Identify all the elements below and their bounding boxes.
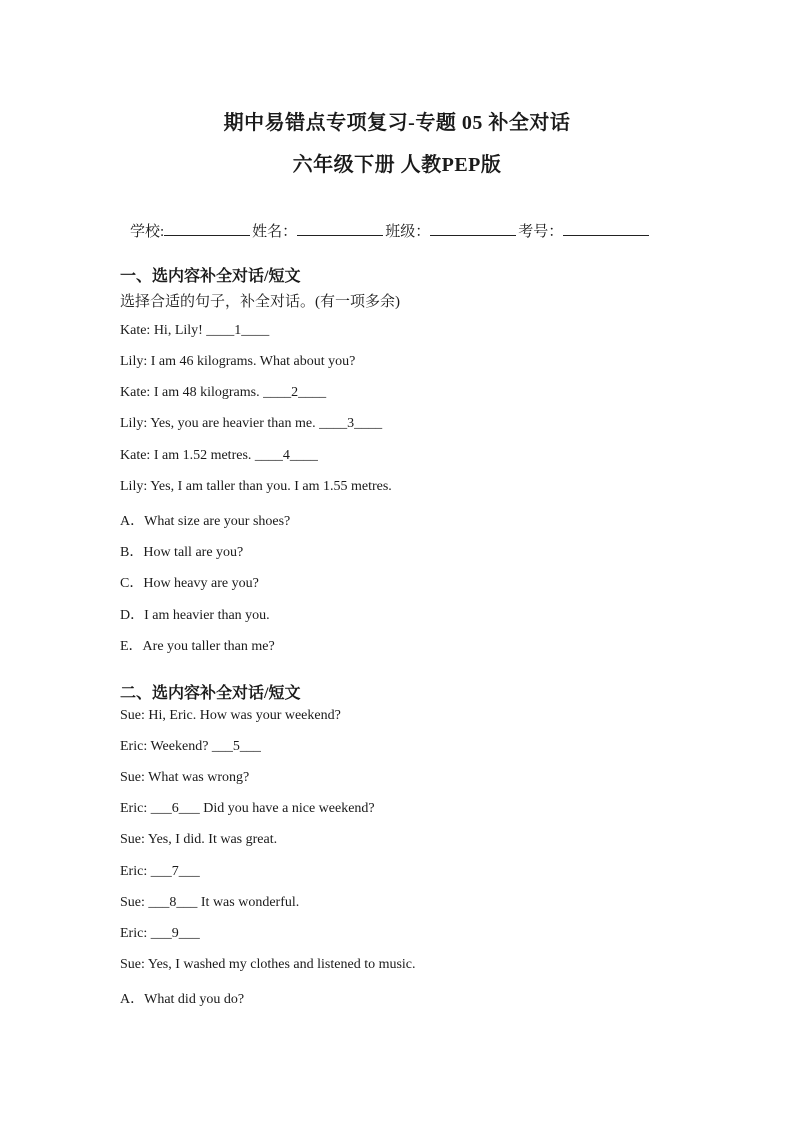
section-1-instruction: 选择合适的句子，补全对话。(有一项多余) (120, 294, 400, 310)
dialogue-line: Sue: Yes, I did. It was great. (120, 832, 278, 847)
number-blank (563, 221, 649, 236)
dialogue-line: Kate: Hi, Lily! ____1____ (120, 323, 270, 338)
dialogue-line: Lily: Yes, I am taller than you. I am 1.55 metres. (120, 479, 392, 494)
name-blank (297, 221, 383, 236)
page-title: 期中易错点专项复习-专题 05 补全对话 (223, 112, 571, 134)
dialogue-line: Kate: I am 48 kilograms. ____2____ (120, 385, 327, 400)
class-label: 班级： (385, 224, 431, 240)
dialogue-line: Eric: Weekend? ___5___ (120, 739, 261, 754)
school-blank (164, 221, 250, 236)
option-item: B．How tall are you? (120, 545, 244, 560)
dialogue-line: Sue: ___8___ It was wonderful. (120, 895, 300, 910)
dialogue-line: Sue: What was wrong? (120, 770, 250, 785)
dialogue-line: Eric: ___6___ Did you have a nice weekend? (120, 801, 375, 816)
dialogue-line: Lily: Yes, you are heavier than me. ____3____ (120, 416, 383, 431)
dialogue-line: Sue: Yes, I washed my clothes and listened to music. (120, 957, 416, 972)
option-item: E．Are you taller than me? (120, 639, 275, 654)
option-item: D．I am heavier than you. (120, 608, 270, 623)
student-info-row (130, 220, 651, 241)
option-item: A．What size are your shoes? (120, 514, 291, 529)
number-label: 考号： (518, 224, 564, 240)
page-subtitle: 六年级下册 人教PEP版 (292, 154, 502, 176)
dialogue-line: Sue: Hi, Eric. How was your weekend? (120, 708, 341, 723)
school-label: 学校: (130, 224, 165, 240)
dialogue-line: Lily: I am 46 kilograms. What about you? (120, 354, 356, 369)
option-item: C．How heavy are you? (120, 576, 259, 591)
option-item: A．What did you do? (120, 992, 245, 1007)
dialogue-line: Eric: ___9___ (120, 926, 200, 941)
section-1-title: 一、选内容补全对话/短文 (120, 268, 301, 285)
dialogue-line: Kate: I am 1.52 metres. ____4____ (120, 448, 318, 463)
section-2-title: 二、选内容补全对话/短文 (120, 685, 301, 702)
class-blank (430, 221, 516, 236)
dialogue-line: Eric: ___7___ (120, 864, 200, 879)
name-label: 姓名： (252, 224, 298, 240)
